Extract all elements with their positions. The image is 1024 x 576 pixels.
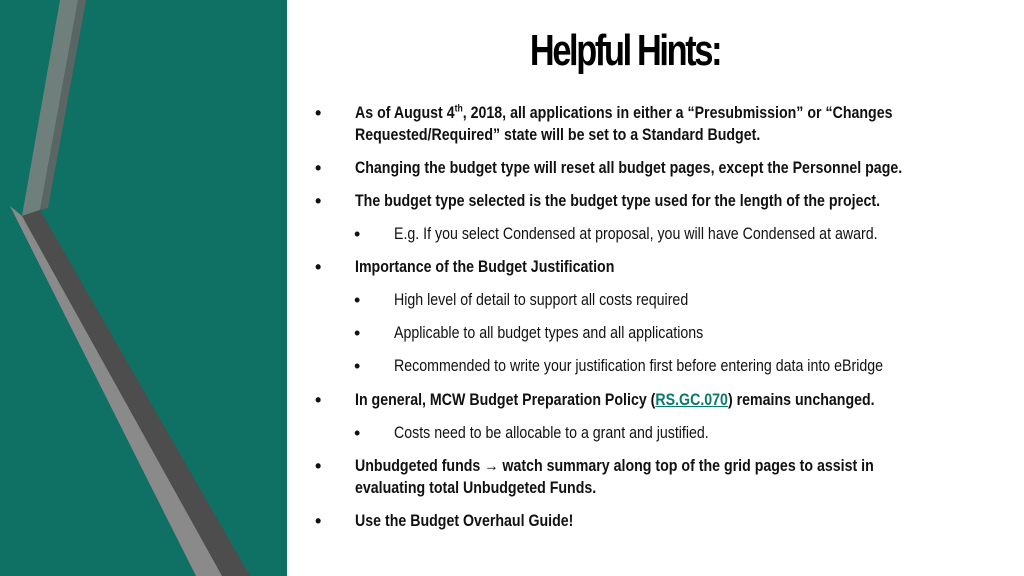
- sub-bullet-text: Costs need to be allocable to a grant and justified.: [394, 424, 709, 442]
- bullet-dot: •: [354, 423, 361, 443]
- sub-bullet-item: [335, 422, 1024, 444]
- slide-title: Helpful Hints:: [529, 26, 721, 75]
- sub-bullet-item: [335, 223, 1024, 245]
- sub-bullet-item: [335, 322, 1024, 344]
- bullet-dot: •: [315, 390, 322, 410]
- stripe-lower-dark: [22, 210, 250, 576]
- bullet-dot: •: [354, 224, 361, 244]
- bullet-item: [315, 102, 1024, 146]
- bullet-dot: •: [315, 158, 322, 178]
- bullet-dot: •: [315, 257, 322, 277]
- bullet-dot: •: [354, 290, 361, 310]
- bullet-text: Unbudgeted funds → watch summary along top of the grid pages to assist in: [355, 457, 874, 475]
- bullet-text: Importance of the Budget Justification: [355, 258, 615, 276]
- bullet-text: Use the Budget Overhaul Guide!: [355, 512, 574, 530]
- bullet-text: As of August 4th, 2018, all applications in either a “Presubmission” or “Changes: [355, 103, 893, 122]
- bullet-dot: •: [315, 103, 322, 123]
- bullet-dot: •: [315, 191, 322, 211]
- policy-link[interactable]: RS.GC.070: [655, 391, 728, 409]
- bullet-text: In general, MCW Budget Preparation Policy (RS.GC.070) remains unchanged.: [355, 391, 875, 409]
- bullet-item: [315, 190, 1024, 212]
- stripe-lower-light: [10, 206, 222, 576]
- sub-bullet-item: [335, 355, 1024, 377]
- sub-bullet-text: E.g. If you select Condensed at proposal, you will have Condensed at award.: [394, 225, 878, 243]
- bullet-text: The budget type selected is the budget type used for the length of the project.: [355, 192, 881, 210]
- bullet-text: Changing the budget type will reset all budget pages, except the Personnel page.: [355, 159, 903, 177]
- bullet-dot: •: [315, 456, 322, 476]
- bullet-item: [315, 455, 1024, 499]
- bullet-dot: •: [354, 323, 361, 343]
- bullet-text-line2: evaluating total Unbudgeted Funds.: [355, 479, 597, 497]
- sub-bullet-text: Applicable to all budget types and all applications: [394, 324, 704, 342]
- bullet-item: [315, 510, 1024, 532]
- bullet-dot: •: [315, 511, 322, 531]
- bullet-text-line2: Requested/Required” state will be set to a Standard Budget.: [355, 126, 761, 144]
- sub-bullet-text: Recommended to write your justification first before entering data into eBridge: [394, 357, 884, 375]
- arrow-right-icon: →: [484, 457, 499, 475]
- bullet-item: [315, 157, 1024, 179]
- decorative-stripes: [0, 0, 287, 576]
- sub-bullet-item: [335, 289, 1024, 311]
- bullet-item: [315, 256, 1024, 278]
- slide-content: [287, 0, 1024, 576]
- decorative-side-panel: [0, 0, 287, 576]
- bullet-dot: •: [354, 356, 361, 376]
- bullet-item: [315, 389, 1024, 411]
- sub-bullet-text: High level of detail to support all costs required: [394, 291, 689, 309]
